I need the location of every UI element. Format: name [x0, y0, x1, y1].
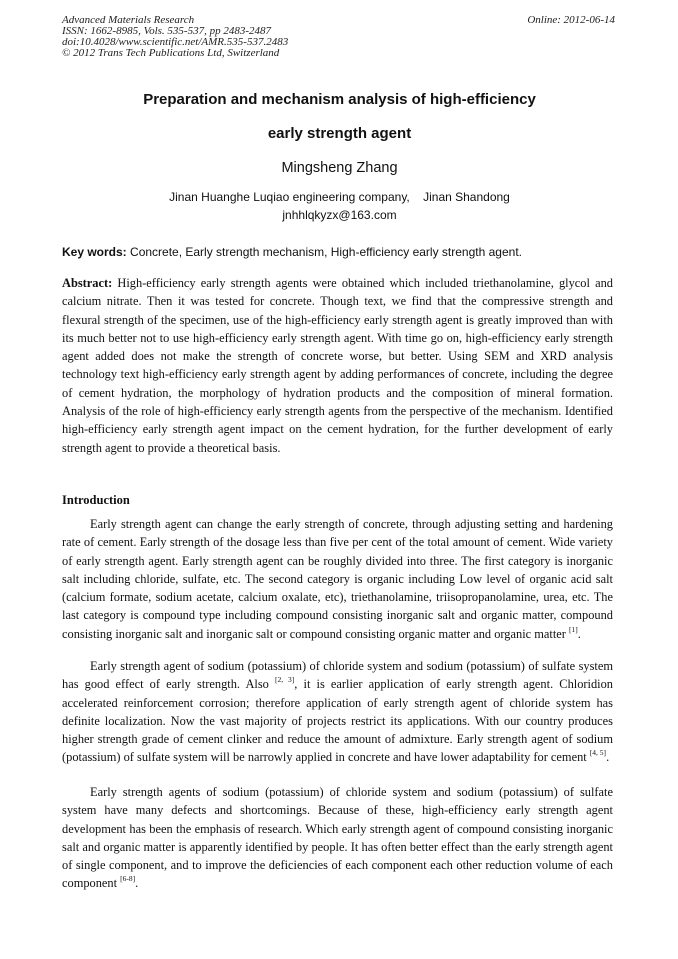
paragraph-end: .	[606, 750, 610, 765]
intro-paragraph-3	[62, 783, 613, 893]
journal-name: Advanced Materials Research	[62, 14, 195, 26]
keywords	[62, 244, 622, 260]
copyright-line: © 2012 Trans Tech Publications Ltd, Switzerland	[62, 47, 280, 59]
citation-ref: [6-8]	[120, 874, 136, 884]
citation-ref: [2, 3]	[275, 675, 295, 685]
abstract-text: High-efficiency early strength agents were obtained which included triethanolamine, glycol and calcium nitrate. Then it was tested for concrete. Though text, we find that the compressive strength and flexural strength of the specimen, use of the high-efficiency early strength agent is greatly improved than with its much better not to use high-efficiency early strength agent. With time go on, high-efficiency early strength agent added does not make the strength of concrete worse, but better. Using SEM and XRD analysis technology text high-efficiency early strength agent by adding performances of concrete, including the degree of cement hydration, the morphology of hydration products and the composition of mineral formation. Analysis of the role of high-efficiency early strength agents from the perspective of the mechanism. Identified high-efficiency early strength agent impact on the cement hydration, for the further development of early strength agent to provide a theoretical basis.	[62, 276, 613, 455]
section-heading-introduction: Introduction	[62, 493, 130, 507]
abstract-label: Abstract:	[62, 276, 113, 290]
online-date: Online: 2012-06-14	[527, 14, 615, 26]
issn-line: ISSN: 1662-8985, Vols. 535-537, pp 2483-2487	[62, 25, 271, 37]
doi-line: doi:10.4028/www.scientific.net/AMR.535-537.2483	[62, 36, 289, 48]
paragraph-text: , it is earlier application of early strength agent. Chloridion accelerated reinforcement corrosion; therefore application of early strength agent of chloride system has definite localization. Now the vast majority of projects restrict its applications. With our country produces higher strength grade of cement clinker and reduce the amount of admixture. Early strength agent of sodium (potassium) of sulfate system will be narrowly applied in concrete and have lower adaptability for cement	[62, 677, 613, 765]
paragraph-text: Early strength agents of sodium (potassium) of chloride system and sodium (potassium) of sulfate system have many defects and shortcomings. Because of these, high-efficiency early strength agent development has been the emphasis of research. Which early strength agent of compound consisting inorganic salt and organic matter is apparently identified by people. It has often better effect than the early strength agent of single component, and to improve the deficiencies of each component each other reduction volume of each component	[62, 785, 613, 891]
abstract	[62, 274, 613, 457]
author-name: Mingsheng Zhang	[281, 160, 398, 176]
paragraph-text: Early strength agent of sodium (potassium) of chloride system and sodium (potassium) of sulfate system has good effect of early strength. Also	[62, 659, 613, 692]
paragraph-end: .	[577, 626, 581, 641]
paper-title-line-1: Preparation and mechanism analysis of high-efficiency	[143, 91, 536, 108]
citation-ref: [4, 5]	[589, 748, 607, 758]
journal-header	[62, 15, 617, 59]
intro-paragraph-1	[62, 515, 613, 643]
paragraph-end: .	[135, 876, 139, 891]
author-affiliation: Jinan Huanghe Luqiao engineering company, Jinan Shandong	[169, 190, 510, 204]
paragraph-text: Early strength agent can change the early strength of concrete, through adjusting setting and hardening rate of cement. Early strength of the dosage less than five per cent of the total amount of cement. Wide variety of early strength agent. Early strength agent can be roughly divided into three. The first category is inorganic salt including chloride, sulfate, etc. The second category is organic including Low level of organic acid salt (calcium formate, sodium acetate, calcium oxalate, etc), triethanolamine, triisopropanolamine, urea, etc. The last category is compound type including compound consisting inorganic salt and organic matter, compound consisting inorganic salt and inorganic salt or compound consisting organic matter and organic matter	[62, 517, 613, 641]
keywords-label: Key words:	[62, 245, 127, 259]
intro-paragraph-2	[62, 657, 613, 767]
citation-ref: [1]	[569, 624, 578, 634]
paper-title-line-2: early strength agent	[267, 125, 412, 142]
keywords-text: Concrete, Early strength mechanism, High-efficiency early strength agent.	[126, 245, 522, 259]
author-email: jnhhlqkyzx@163.com	[282, 208, 397, 222]
